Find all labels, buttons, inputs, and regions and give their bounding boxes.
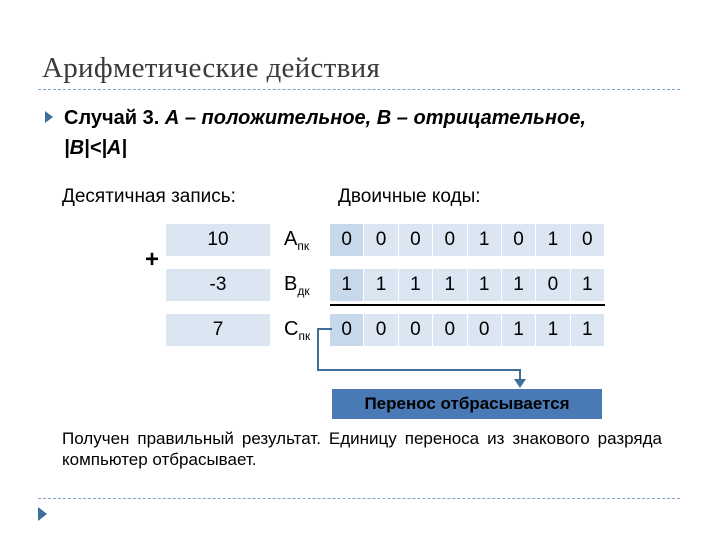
var-sub-a: пк — [297, 239, 310, 253]
bit-cell: 0 — [399, 314, 433, 346]
corner-arrow-icon — [38, 507, 47, 521]
bit-cell: 0 — [571, 224, 605, 256]
case-var-b: В — [371, 107, 392, 129]
bit-cell: 1 — [433, 269, 467, 301]
bit-cell: 0 — [468, 314, 502, 346]
carry-banner: Перенос отбрасывается — [332, 389, 602, 419]
case-negative: отрицательное, — [413, 107, 586, 129]
plus-sign: + — [145, 246, 160, 273]
decimal-cell-a: 10 — [166, 224, 270, 256]
bit-cell: 0 — [502, 224, 536, 256]
var-letter-c: С — [284, 318, 299, 340]
bit-cell: 1 — [536, 224, 570, 256]
slide-title: Арифметические действия — [42, 52, 381, 84]
bit-cell: 0 — [536, 269, 570, 301]
bit-cell: 1 — [571, 314, 605, 346]
bit-cell: 1 — [468, 269, 502, 301]
case-dash-2: – — [391, 107, 414, 129]
case-condition: |В|<|А| — [64, 137, 127, 159]
case-dash-1: – — [179, 107, 202, 129]
footer-divider — [38, 498, 680, 499]
bit-cell: 1 — [364, 269, 398, 301]
bit-cell: 0 — [364, 224, 398, 256]
var-sub-b: дк — [297, 284, 310, 298]
binary-label: Двоичные коды: — [338, 186, 481, 207]
decimal-label: Десятичная запись: — [62, 186, 236, 207]
bit-cell: 1 — [571, 269, 605, 301]
case-prefix: Случай 3. — [64, 107, 165, 129]
var-letter-b: В — [284, 273, 298, 295]
decimal-cell-c: 7 — [166, 314, 270, 346]
bit-cell: 0 — [330, 224, 364, 256]
bit-cell: 1 — [502, 269, 536, 301]
bit-cell: 1 — [330, 269, 364, 301]
bit-cell: 0 — [433, 314, 467, 346]
case-var-a: А — [164, 107, 180, 129]
bit-cell: 0 — [364, 314, 398, 346]
bit-cell: 0 — [330, 314, 364, 346]
bit-cell: 1 — [502, 314, 536, 346]
var-sub-c: пк — [298, 329, 311, 343]
bit-cell: 1 — [399, 269, 433, 301]
bit-cell: 0 — [433, 224, 467, 256]
var-letter-a: А — [284, 228, 298, 250]
bit-cell: 0 — [399, 224, 433, 256]
decimal-cell-b: -3 — [166, 269, 270, 301]
bit-cell: 1 — [468, 224, 502, 256]
result-note: Получен правильный результат. Единицу переноса из знакового разряда компьютер отбрасывает. — [62, 429, 662, 469]
bit-cell: 1 — [536, 314, 570, 346]
case-positive: положительное, — [201, 107, 372, 129]
